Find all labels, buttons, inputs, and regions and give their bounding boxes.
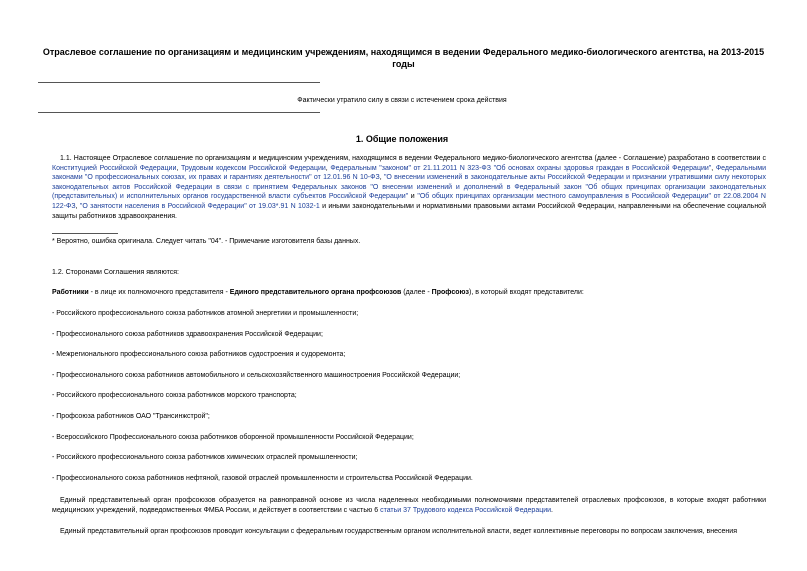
formed-tail: . [551,506,553,514]
list-item: - Межрегионального профессионального союза работников судостроения и судоремонта; [52,351,346,358]
link-constitution[interactable]: Конституцией Российской Федерации [52,164,177,172]
p11-tail: и иными законодательными и нормативными правовыми актами Российской Федерации, направленными на обеспечение социальной защиты работников здравоохранения. [52,202,766,220]
footnote-divider [52,233,118,234]
list-item: - Всероссийского Профессионального союза работников оборонной промышленности Российской Федерации; [52,434,414,441]
link-labor-code-art37[interactable]: статьи 37 Трудового кодекса Российской Федерации [380,506,552,514]
workers-label: Работники [52,289,89,296]
section-heading: 1. Общие положения [355,134,449,144]
p11-sep: , [711,164,716,172]
link-law-323[interactable]: Федеральным "законом" от 21.11.2011 N 323-ФЗ "Об основах охраны здоровья граждан в Российской Федерации" [330,164,712,172]
list-item: - Профессионального союза работников нефтяной, газовой отраслей промышленности и строительства Российской Федерации. [52,475,473,482]
list-item: - Российского профессионального союза работников морского транспорта; [52,392,297,399]
paragraph-consult: Единый представительный орган профсоюзов проводит консультации с федеральным государственным органом исполнительной власти, ведет коллективные переговоры по вопросам заключения, внесения [60,528,737,535]
p11-lead: 1.1. Настоящее Отраслевое соглашение по организациям и медицинским учреждениям, находящимся в ведении Федерального медико-биологического агентства (далее - Соглашение) разработано в соответствии с [60,155,766,162]
paragraph-formed [52,496,766,515]
workers-text: - в лице их полномочного представителя - [88,289,230,296]
workers-paragraph [52,288,766,297]
p11-sep: и [408,193,418,201]
workers-org: Единого представительного органа профсоюзов [229,289,402,296]
document-status: Фактически утратило силу в связи с истечением срока действия [297,97,507,104]
link-law-10[interactable]: Федеральными законами "О профессиональных союзах, их правах и гарантиях деятельности" от 12.01.96 N 10-ФЗ [52,164,767,182]
link-law-122[interactable]: "Об общих принципах организации местного самоуправления в Российской Федерации" от 22.08.2004 N 122-ФЗ [52,193,766,210]
list-item: - Профсоюза работников ОАО "Трансинжстрой"; [52,413,210,420]
formed-text: Единый представительный орган профсоюзов образуется на равноправной основе из числа наделенных необходимыми полномочиями представителей отраслевых профсоюзов, в которые входят работники медицинских учреждений, подведомственных ФМБА России, и действует в соответствии с частью 6 [52,497,766,514]
footnote: * Вероятно, ошибка оригинала. Следует читать "04". - Примечание изготовителя базы данных. [52,238,361,245]
link-law-1032[interactable]: "О занятости населения в Российской Федерации" от 19.03*.91 N 1032-1 [79,202,320,210]
p11-sep: , [325,164,331,172]
paragraph-1-1 [52,154,766,221]
divider-top [38,82,320,83]
link-labor-code[interactable]: Трудовым кодексом Российской Федерации [180,164,326,172]
workers-text: ), в который входят представители: [469,289,584,296]
p11-sep: , [379,174,384,182]
divider-bottom [38,112,320,113]
list-item: - Российского профессионального союза работников атомной энергетики и промышленности; [52,310,359,317]
list-item: - Профессионального союза работников автомобильного и сельскохозяйственного машиностроения Российской Федерации; [52,372,461,379]
p11-sep: , [75,202,80,210]
link-law-amendments[interactable]: "О внесении изменений в законодательные акты Российской Федерации и признании утратившими силу некоторых законодательных актов Российской Федерации в связи с принятием Федеральных законов "О внесении изменений и дополнений в Федеральный закон "Об общих принципах организации законодательных (представительных) и исполнительных органов государственной власти субъектов Российской Федерации" [52,174,766,201]
document-title: Отраслевое соглашение по организациям и медицинским учреждениям, находящимся в ведении Федерального медико-биологического агентства, на 2013-2015 годы [42,47,765,69]
list-item: - Российского профессионального союза работников химических отраслей промышленности; [52,454,358,461]
list-item: - Профессионального союза работников здравоохранения Российской Федерации; [52,331,323,338]
paragraph-1-2: 1.2. Сторонами Соглашения являются: [52,269,179,276]
workers-short: Профсоюз [431,289,470,296]
p11-sep: , [176,164,181,172]
workers-text: (далее - [401,289,432,296]
